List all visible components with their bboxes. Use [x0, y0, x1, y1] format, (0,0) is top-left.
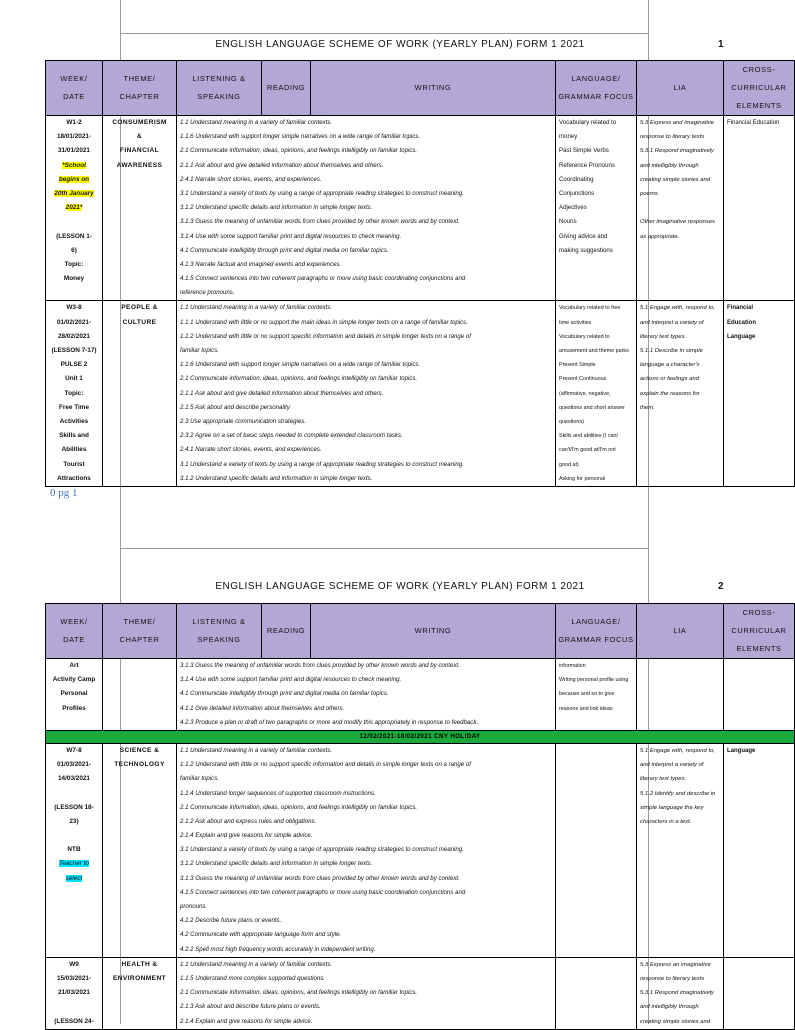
- lia-cell: [637, 659, 724, 731]
- theme-cell: [103, 659, 177, 731]
- header-lia: LIA: [637, 61, 724, 116]
- holiday-row: [46, 730, 795, 743]
- cross-curricular-cell: Financial Education: [724, 116, 795, 301]
- week-date-cell: Art Activity Camp Personal Profiles: [46, 659, 103, 731]
- header-week-date: WEEK/ DATE: [46, 604, 103, 659]
- table-row: [46, 659, 795, 731]
- table-header-row: [46, 604, 795, 659]
- header-language-grammar: LANGUAGE/ GRAMMAR FOCUS: [556, 604, 637, 659]
- learning-standards-cell: 1.1 Understand meaning in a variety of familiar contexts. 1.1.1 Understand with little or no support the main ideas in simple longer texts on a range of familiar topics. 1.1.2 Understand with little or no support specific information and details in simple longer texts on a range of familiar topics. 1.1.6 Understand with support longer simple narratives on a wide range of familiar topics. 2.1 Communicate information, ideas, opinions, and feelings intelligibly on familiar topics. 2.1.1 Ask about and give detailed information about themselves and others. 2.1.5 Ask about and describe personality 2.3 Use appropriate communication strategies. 2.3.2 Agree on a set of basic steps needed to complete extended classroom tasks. 2.4.1 Narrate short stories, events, and experiences. 3.1 Understand a variety of texts by using a range of appropriate reading strategies to construct meaning. 3.1.2 Understand specific details and information in simple longer texts.: [177, 301, 556, 486]
- header-reading: READING: [262, 604, 311, 659]
- week-date-cell: W9 15/03/2021- 21/03/2021 (LESSON 24-: [46, 957, 103, 1029]
- lia-cell: 5.3 Express an imaginative response to literary texts 5.3.1 Respond imaginatively and intelligibly through creating simple stories and: [637, 957, 724, 1029]
- page1-title: ENGLISH LANGUAGE SCHEME OF WORK (YEARLY PLAN) FORM 1 2021: [215, 39, 585, 50]
- learning-standards-cell: 1.1 Understand meaning in a variety of familiar contexts. 1.1.2 Understand with little or no support specific information and details in simple longer texts on a range of familiar topics. 1.1.4 Understand longer sequences of supported classroom instructions. 2.1 Communicate information, ideas, opinions, and feelings intelligibly on familiar topics. 2.1.2 Ask about and express rules and obligations. 2.1.4 Explain and give reasons for simple advice. 3.1 Understand a variety of texts by using a range of appropriate reading strategies to construct meaning. 3.1.2 Understand specific details and information in simple longer texts. 3.1.3 Guess the meaning of unfamiliar words from clues provided by other known words and by context. 4.1.5 Connect sentences into two coherent paragraphs or more using basic coordination conjunctions and pronouns. 4.1.2 Describe future plans or events. 4.2 Communicate with appropriate language form and style. 4.2.2 Spell most high frequency words accurately in independent writing.: [177, 743, 556, 957]
- page1-number: 1: [718, 39, 724, 50]
- learning-standards-cell: 1.1 Understand meaning in a variety of familiar contexts. 1.1.6 Understand with support longer simple narratives on a wide range of familiar topics. 2.1 Communicate information, ideas, opinions, and feelings intelligibly on familiar topics. 2.1.1 Ask about and give detailed information about themselves and others. 2.4.1 Narrate short stories, events, and experiences. 3.1 Understand a variety of texts by using a range of appropriate reading strategies to construct meaning. 3.1.2 Understand specific details and information in simple longer texts. 3.1.3 Guess the meaning of unfamiliar words from clues provided by other known words and by context. 3.1.4 Use with some support familiar print and digital resources to check meaning. 4.1 Communicate intelligibly through print and digital media on familiar topics. 4.1.3 Narrate factual and imagined events and experiences. 4.1.5 Connect sentences into two coherent paragraphs or more using basic coordinating conjunctions and reference pronouns.: [177, 116, 556, 301]
- cross-curricular-cell: Language: [724, 743, 795, 957]
- cross-curricular-cell: [724, 659, 795, 731]
- page2-number: 2: [718, 581, 724, 592]
- lia-cell: 5.3 Express and imaginative response to literary texts 5.3.1 Respond imaginatively and intelligibly through creating simple stories and poems. Other imaginative responses as appropriate.: [637, 116, 724, 301]
- header-lia: LIA: [637, 604, 724, 659]
- week-date-cell: W3-8 01/02/2021- 28/02/2021 (LESSON 7-17) PULSE 2 Unit 1 Topic: Free Time Activities Skills and Abilities Tourist Attractions: [46, 301, 103, 486]
- header-week-date: WEEK/ DATE: [46, 61, 103, 116]
- cross-curricular-cell: [724, 957, 795, 1029]
- table-row: [46, 743, 795, 957]
- header-cross-curricular: CROSS- CURRICULAR ELEMENTS: [724, 604, 795, 659]
- header-language-grammar: LANGUAGE/ GRAMMAR FOCUS: [556, 61, 637, 116]
- header-listening-speaking: LISTENING & SPEAKING: [177, 604, 262, 659]
- header-writing: WRITING: [311, 61, 556, 116]
- table-row: [46, 301, 795, 486]
- cross-curricular-cell: Financial Education Language: [724, 301, 795, 486]
- page2-scheme-table: [45, 603, 795, 1030]
- page1-top-margin-line: [120, 33, 649, 34]
- header-writing: WRITING: [311, 604, 556, 659]
- grammar-focus-cell: [556, 743, 637, 957]
- holiday-banner: 12/02/2021-18/02/2021 CNY HOLIDAY: [46, 730, 795, 743]
- week-date-cell: W7-8 01/03/2021- 14/03/2021 (LESSON 18- 23) NTB Teacher to select: [46, 743, 103, 957]
- learning-standards-cell: 1.1 Understand meaning in a variety of familiar contexts. 1.1.5 Understand more complex supported questions. 2.1 Communicate information, ideas, opinions, and feelings intelligibly on familiar topics. 2.1.3 Ask about and describe future plans or events. 2.1.4 Explain and give reasons for simple advice.: [177, 957, 556, 1029]
- page1-footer: 0 pg 1: [50, 487, 78, 499]
- grammar-focus-cell: information Writing personal profile using because and so to give reasons and link ideas: [556, 659, 637, 731]
- header-listening-speaking: LISTENING & SPEAKING: [177, 61, 262, 116]
- grammar-focus-cell: Vocabulary related to money Past Simple Verbs Reference Pronouns Coordinating Conjunctions Adjectives Nouns Giving advice and making suggestions: [556, 116, 637, 301]
- lia-cell: 5.1 Engage with, respond to, and interpret a variety of literary text types. 5.1.2 Identify and describe in simple language the key characters in a text.: [637, 743, 724, 957]
- week-date-cell: W1-2 18/01/2021- 31/01/2021 *School begins on 20th January 2021* (LESSON 1- 6) Topic: Money: [46, 116, 103, 301]
- theme-cell: CONSUMERISM & FINANCIAL AWARENESS: [103, 116, 177, 301]
- theme-cell: PEOPLE & CULTURE: [103, 301, 177, 486]
- grammar-focus-cell: Vocabulary related to free time activities Vocabulary related to amusement and theme parks Present Simple Present Continuous (affirmative, negative, questions and short answer questions) Skills and abilities (I can/ can't/I'm good at/I'm not good at) Asking for personal: [556, 301, 637, 486]
- header-cross-curricular: CROSS- CURRICULAR ELEMENTS: [724, 61, 795, 116]
- page2-title: ENGLISH LANGUAGE SCHEME OF WORK (YEARLY PLAN) FORM 1 2021: [215, 581, 585, 592]
- learning-standards-cell: 3.1.3 Guess the meaning of unfamiliar words from clues provided by other known words and by context. 3.1.4 Use with some support familiar print and digital resources to check meaning. 4.1 Communicate intelligibly through print and digital media on familiar topics. 4.1.1 Give detailed information about themselves and others. 4.2.3 Produce a plan or draft of two paragraphs or more and modify this appropriately in response to feedback.: [177, 659, 556, 731]
- page-separator-line: [120, 548, 649, 549]
- theme-cell: HEALTH & ENVIRONMENT: [103, 957, 177, 1029]
- table-header-row: [46, 61, 795, 116]
- grammar-focus-cell: [556, 957, 637, 1029]
- table-row: [46, 116, 795, 301]
- lia-cell: 5.1 Engage with, respond to, and interpret a variety of literary text types. 5.1.1 Describe in simple language a character's actions or feelings and explain the reasons for them.: [637, 301, 724, 486]
- header-theme-chapter: THEME/ CHAPTER: [103, 61, 177, 116]
- table-row: [46, 957, 795, 1029]
- theme-cell: SCIENCE & TECHNOLOGY: [103, 743, 177, 957]
- header-theme-chapter: THEME/ CHAPTER: [103, 604, 177, 659]
- header-reading: READING: [262, 61, 311, 116]
- page1-scheme-table: [45, 60, 795, 487]
